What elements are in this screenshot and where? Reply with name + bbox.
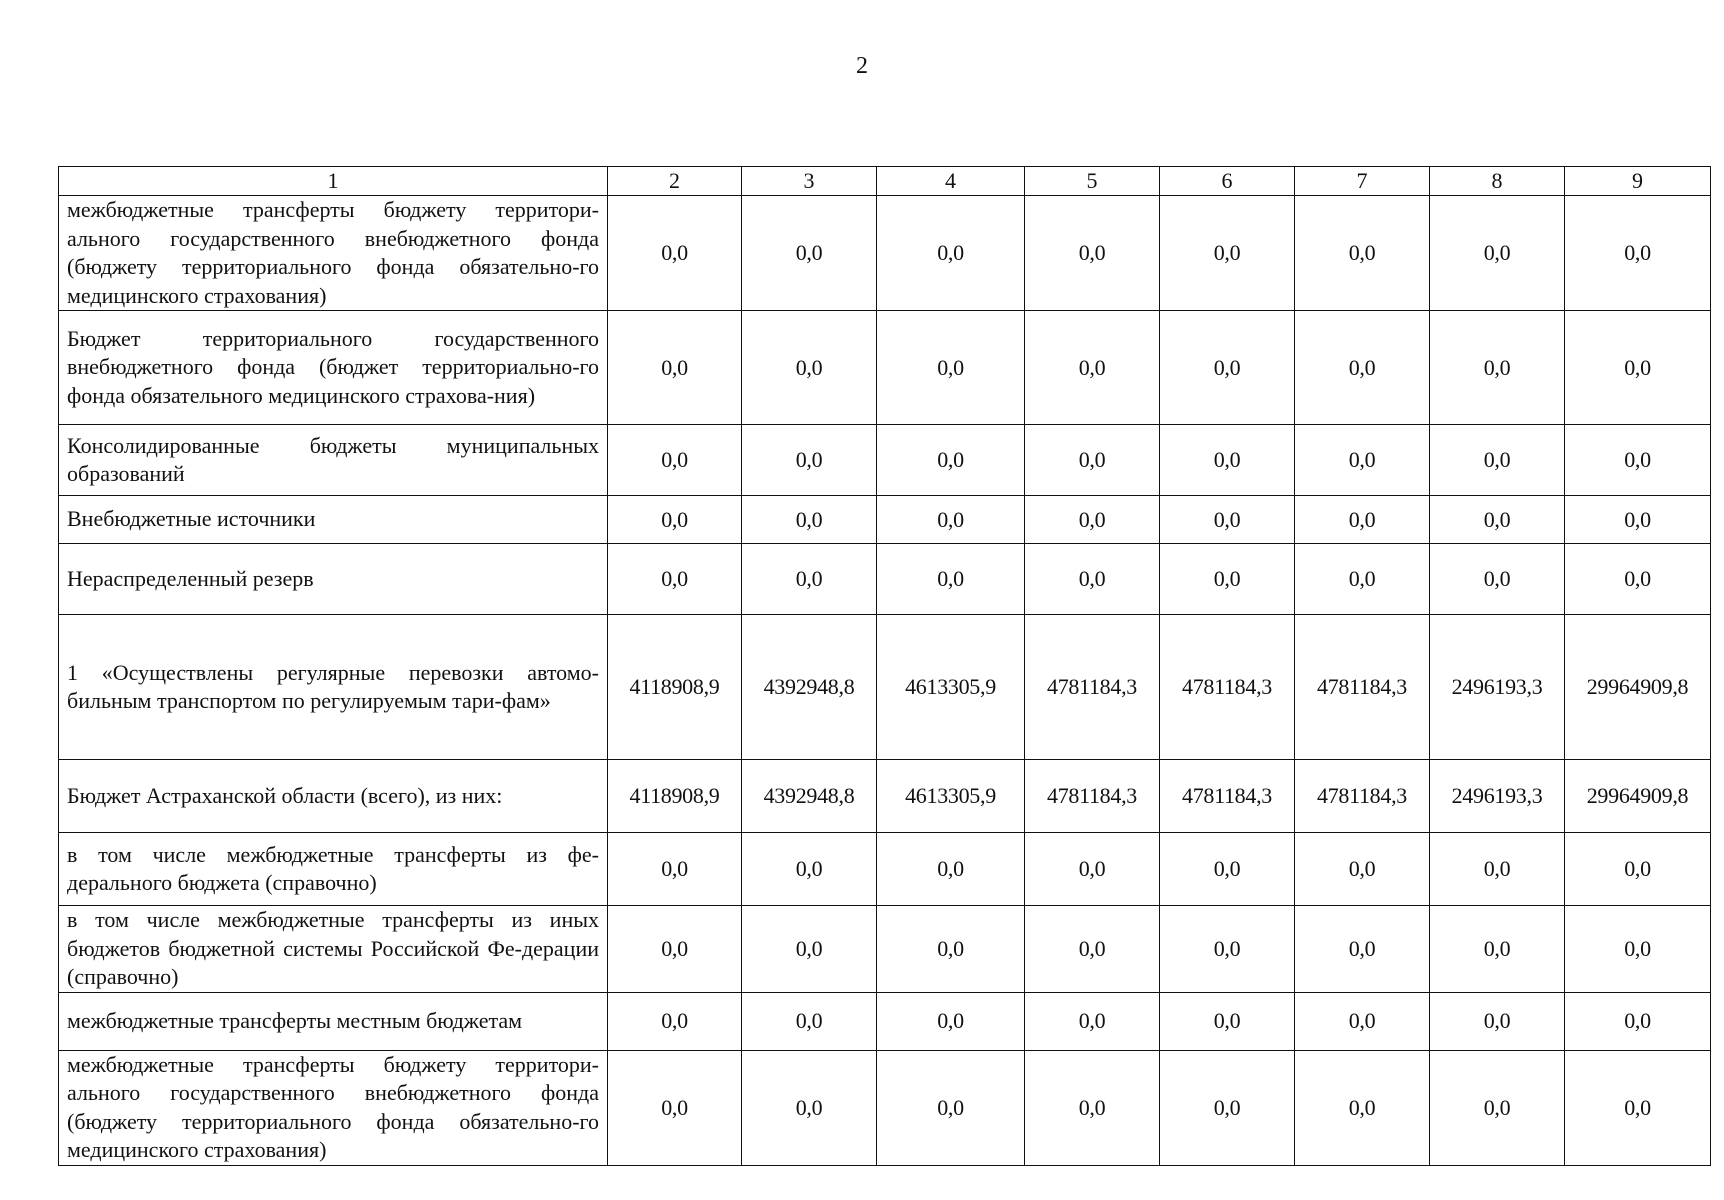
table-cell: 0,0	[1295, 906, 1430, 993]
table-row	[59, 760, 1711, 833]
table-cell: 0,0	[742, 311, 877, 425]
table-cell: 0,0	[1160, 906, 1295, 993]
table-cell: 0,0	[1025, 544, 1160, 615]
table-cell: 0,0	[1025, 992, 1160, 1050]
row-label: межбюджетные трансферты бюджету территори-ального государственного внебюджетного фонда (бюджету территориального фонда обязательно-го медицинского страхования)	[59, 196, 608, 311]
table-cell: 4781184,3	[1025, 615, 1160, 760]
table-cell: 0,0	[1430, 906, 1565, 993]
table-cell: 0,0	[1565, 1050, 1711, 1165]
table-cell: 0,0	[1295, 544, 1430, 615]
table-row	[59, 196, 1711, 311]
table-cell: 0,0	[1160, 992, 1295, 1050]
table-row	[59, 496, 1711, 544]
column-number-header: 6	[1160, 167, 1295, 196]
table-cell: 29964909,8	[1565, 615, 1711, 760]
row-label: Внебюджетные источники	[59, 496, 608, 544]
table-cell: 0,0	[742, 906, 877, 993]
table-cell: 0,0	[1025, 833, 1160, 906]
table-cell: 0,0	[608, 196, 742, 311]
table-cell: 0,0	[1430, 544, 1565, 615]
table-cell: 0,0	[1025, 1050, 1160, 1165]
table-cell: 0,0	[1430, 1050, 1565, 1165]
table-cell: 0,0	[1295, 496, 1430, 544]
table-cell: 0,0	[1565, 196, 1711, 311]
table-cell: 0,0	[1565, 425, 1711, 496]
table-cell: 0,0	[1160, 425, 1295, 496]
table-cell: 0,0	[877, 496, 1025, 544]
table-cell: 0,0	[877, 992, 1025, 1050]
table-cell: 2496193,3	[1430, 760, 1565, 833]
table-cell: 0,0	[1295, 425, 1430, 496]
table-cell: 0,0	[1295, 196, 1430, 311]
table-cell: 0,0	[877, 906, 1025, 993]
row-label: межбюджетные трансферты бюджету территори-ального государственного внебюджетного фонда (бюджету территориального фонда обязательно-го медицинского страхования)	[59, 1050, 608, 1165]
table-cell: 0,0	[877, 544, 1025, 615]
table-cell: 0,0	[742, 196, 877, 311]
table-cell: 0,0	[1430, 311, 1565, 425]
table-header-row	[59, 167, 1711, 196]
table-row	[59, 425, 1711, 496]
table-cell: 0,0	[1160, 311, 1295, 425]
column-number-header: 1	[59, 167, 608, 196]
table-cell: 0,0	[742, 992, 877, 1050]
table-cell: 4118908,9	[608, 760, 742, 833]
table-row	[59, 615, 1711, 760]
table-cell: 4613305,9	[877, 615, 1025, 760]
table-cell: 0,0	[1565, 496, 1711, 544]
column-number-header: 9	[1565, 167, 1711, 196]
table-cell: 0,0	[1160, 196, 1295, 311]
column-number-header: 7	[1295, 167, 1430, 196]
table-cell: 4392948,8	[742, 615, 877, 760]
table-cell: 0,0	[1025, 425, 1160, 496]
table-cell: 4781184,3	[1160, 760, 1295, 833]
page-number: 2	[856, 53, 868, 79]
table-cell: 0,0	[1565, 906, 1711, 993]
row-label: Консолидированные бюджеты муниципальных образований	[59, 425, 608, 496]
table-cell: 4781184,3	[1025, 760, 1160, 833]
table-cell: 0,0	[608, 544, 742, 615]
column-number-header: 4	[877, 167, 1025, 196]
table-cell: 0,0	[1160, 1050, 1295, 1165]
table-cell: 0,0	[1295, 1050, 1430, 1165]
table-cell: 0,0	[877, 833, 1025, 906]
table-row	[59, 833, 1711, 906]
column-number-header: 8	[1430, 167, 1565, 196]
row-label: межбюджетные трансферты местным бюджетам	[59, 992, 608, 1050]
table-cell: 4118908,9	[608, 615, 742, 760]
table-cell: 0,0	[1565, 311, 1711, 425]
table-cell: 0,0	[877, 425, 1025, 496]
table-cell: 0,0	[877, 1050, 1025, 1165]
table-cell: 0,0	[1025, 496, 1160, 544]
table-cell: 4781184,3	[1295, 615, 1430, 760]
table-cell: 2496193,3	[1430, 615, 1565, 760]
table-cell: 0,0	[1430, 833, 1565, 906]
row-label: Бюджет территориального государственного внебюджетного фонда (бюджет территориально-го фонда обязательного медицинского страхова-ния)	[59, 311, 608, 425]
budget-table	[58, 166, 1711, 1166]
table-cell: 0,0	[1025, 906, 1160, 993]
table-cell: 0,0	[608, 906, 742, 993]
row-label: в том числе межбюджетные трансферты из фе-дерального бюджета (справочно)	[59, 833, 608, 906]
table-cell: 0,0	[608, 833, 742, 906]
column-number-header: 2	[608, 167, 742, 196]
table-cell: 0,0	[877, 196, 1025, 311]
table-cell: 0,0	[1160, 544, 1295, 615]
table-cell: 0,0	[608, 1050, 742, 1165]
table-row	[59, 1050, 1711, 1165]
table-cell: 29964909,8	[1565, 760, 1711, 833]
row-label: Бюджет Астраханской области (всего), из них:	[59, 760, 608, 833]
table-row	[59, 544, 1711, 615]
table-cell: 4781184,3	[1160, 615, 1295, 760]
table-cell: 0,0	[1430, 425, 1565, 496]
table-cell: 0,0	[1430, 196, 1565, 311]
table-row	[59, 906, 1711, 993]
table-cell: 0,0	[1160, 833, 1295, 906]
table-cell: 0,0	[1295, 311, 1430, 425]
row-label: в том числе межбюджетные трансферты из иных бюджетов бюджетной системы Российской Фе-дерации (справочно)	[59, 906, 608, 993]
table-cell: 0,0	[742, 833, 877, 906]
table-cell: 0,0	[608, 496, 742, 544]
table-cell: 0,0	[1160, 496, 1295, 544]
table-cell: 0,0	[608, 425, 742, 496]
row-label: 1 «Осуществлены регулярные перевозки автомо-бильным транспортом по регулируемым тари-фам»	[59, 615, 608, 760]
table-cell: 0,0	[742, 544, 877, 615]
table-row	[59, 992, 1711, 1050]
table-cell: 0,0	[608, 311, 742, 425]
table-cell: 0,0	[1565, 833, 1711, 906]
column-number-header: 5	[1025, 167, 1160, 196]
table-cell: 0,0	[1565, 544, 1711, 615]
table-cell: 0,0	[1025, 196, 1160, 311]
table-row	[59, 311, 1711, 425]
table-cell: 0,0	[1295, 992, 1430, 1050]
row-label: Нераспределенный резерв	[59, 544, 608, 615]
table-cell: 0,0	[742, 496, 877, 544]
table-cell: 0,0	[877, 311, 1025, 425]
table-cell: 0,0	[1430, 992, 1565, 1050]
table-cell: 4613305,9	[877, 760, 1025, 833]
table-cell: 0,0	[1430, 496, 1565, 544]
table-cell: 0,0	[1025, 311, 1160, 425]
table-cell: 0,0	[742, 425, 877, 496]
table-cell: 0,0	[1295, 833, 1430, 906]
table-cell: 4781184,3	[1295, 760, 1430, 833]
table-cell: 0,0	[742, 1050, 877, 1165]
table-cell: 0,0	[608, 992, 742, 1050]
table-cell: 4392948,8	[742, 760, 877, 833]
table-cell: 0,0	[1565, 992, 1711, 1050]
column-number-header: 3	[742, 167, 877, 196]
